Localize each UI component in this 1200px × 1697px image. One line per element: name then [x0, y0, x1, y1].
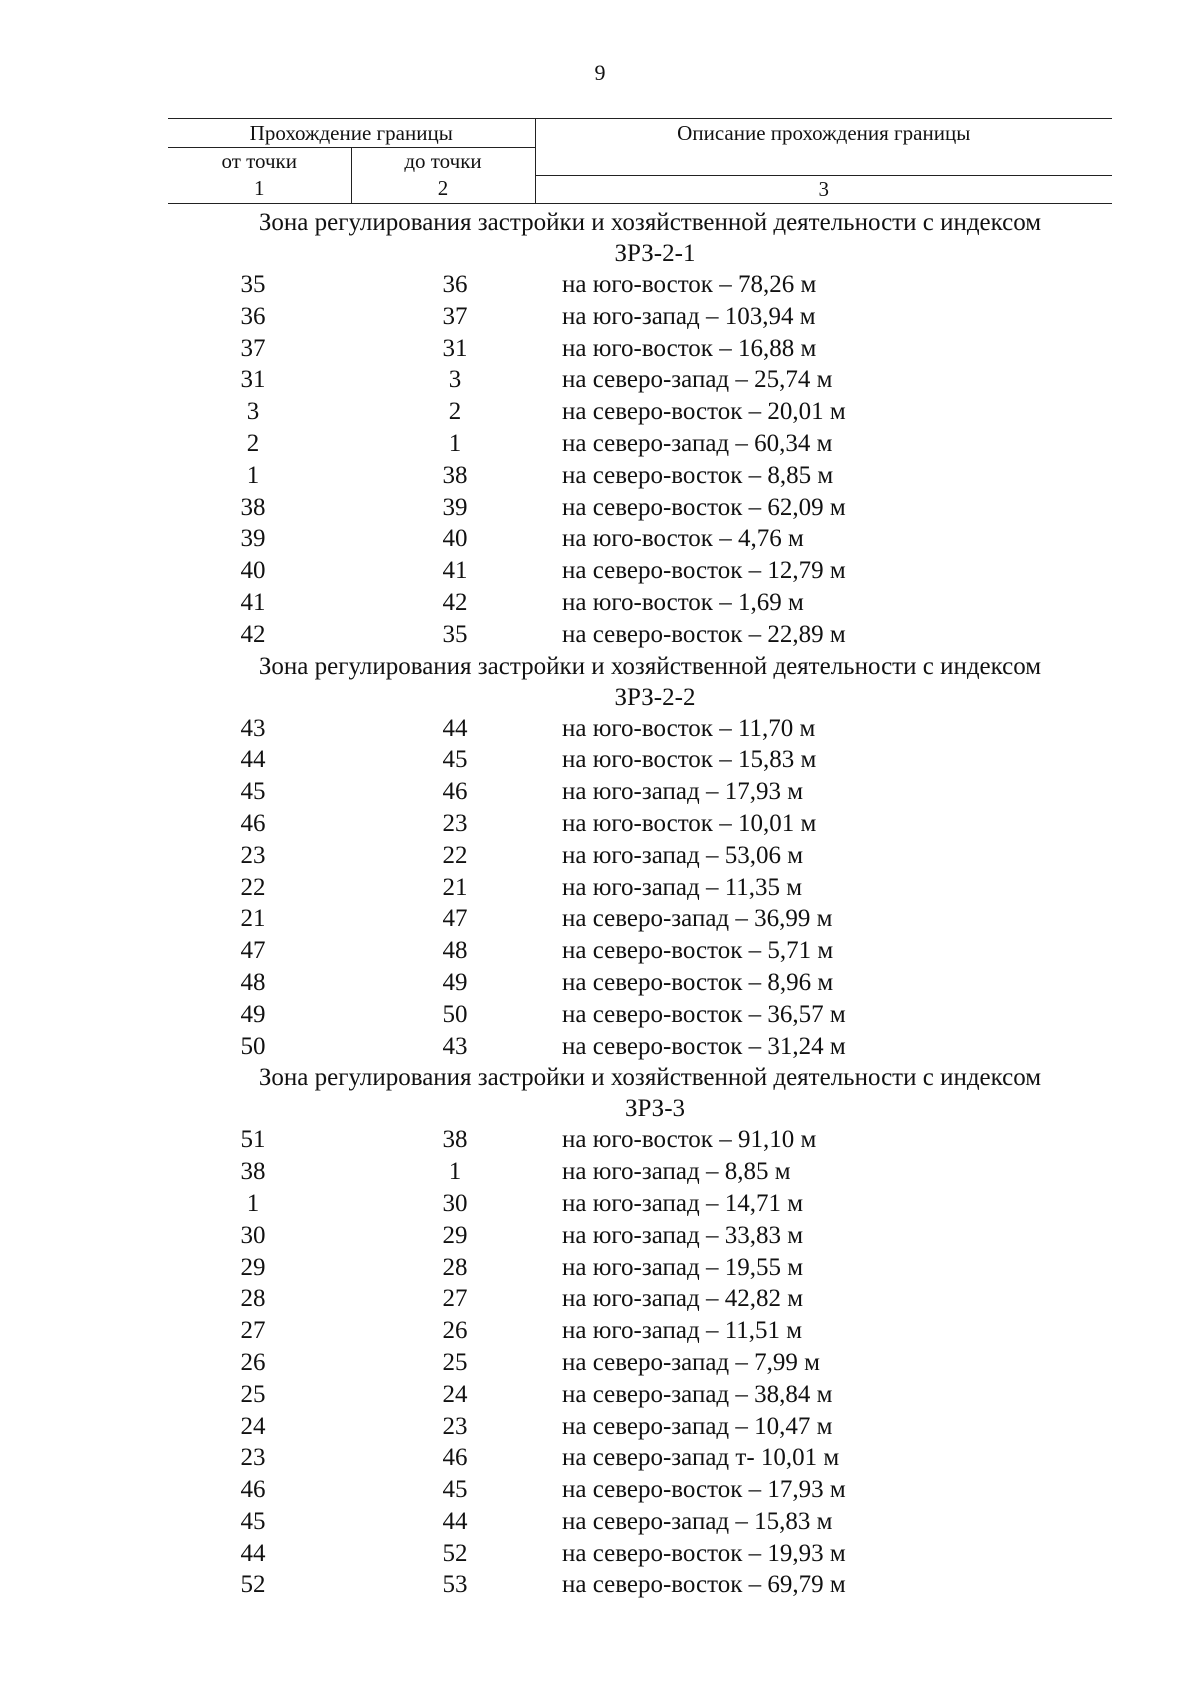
from-point-cell: 49	[240, 1000, 266, 1028]
description-cell: на северо-запад – 38,84 м	[562, 1380, 833, 1408]
to-point-cell: 45	[442, 746, 468, 774]
zone-heading: Зона регулирования застройки и хозяйственной деятельности с индексом	[258, 652, 1042, 680]
table-row	[168, 1283, 1112, 1315]
description-cell: на северо-восток – 62,09 м	[562, 493, 846, 521]
to-point-cell: 49	[442, 968, 468, 996]
zone-section	[168, 1062, 1112, 1601]
description-cell: на юго-запад – 53,06 м	[562, 841, 804, 869]
header-group-title: Прохождение границы	[168, 119, 535, 148]
table-header	[168, 118, 1112, 204]
to-point-cell: 3	[448, 366, 462, 394]
to-point-cell: 23	[442, 1412, 468, 1440]
description-cell: на северо-восток – 12,79 м	[562, 557, 846, 585]
table-row	[168, 967, 1112, 999]
from-point-cell: 3	[246, 398, 260, 426]
from-point-cell: 46	[240, 1476, 266, 1504]
table-row	[168, 428, 1112, 460]
description-cell: на юго-запад – 11,35 м	[562, 873, 803, 901]
table-row	[168, 269, 1112, 301]
to-point-cell: 2	[448, 398, 462, 426]
from-point-cell: 29	[240, 1253, 266, 1281]
table-row	[168, 744, 1112, 776]
description-cell: на юго-восток – 91,10 м	[562, 1126, 817, 1154]
from-point-cell: 50	[240, 1032, 266, 1060]
to-point-cell: 29	[442, 1221, 468, 1249]
header-description: Описание прохождения границы	[535, 119, 1112, 176]
table-row	[168, 1315, 1112, 1347]
table-row	[168, 1220, 1112, 1252]
description-cell: на северо-восток – 17,93 м	[562, 1476, 846, 1504]
table-row	[168, 1506, 1112, 1538]
to-point-cell: 46	[442, 778, 468, 806]
table-row	[168, 1538, 1112, 1570]
table-row	[168, 364, 1112, 396]
to-point-cell: 38	[442, 1126, 468, 1154]
from-point-cell: 31	[240, 366, 266, 394]
table-row	[168, 1156, 1112, 1188]
boundary-table-body	[168, 207, 1112, 1601]
to-point-cell: 45	[442, 1476, 468, 1504]
from-point-cell: 37	[240, 334, 266, 362]
description-cell: на юго-запад – 33,83 м	[562, 1221, 804, 1249]
description-cell: на северо-восток – 5,71 м	[562, 937, 834, 965]
to-point-cell: 35	[442, 620, 468, 648]
from-point-cell: 1	[246, 1189, 260, 1217]
table-row	[168, 776, 1112, 808]
from-point-cell: 24	[240, 1412, 266, 1440]
description-cell: на северо-восток – 22,89 м	[562, 620, 846, 648]
description-cell: на северо-запад – 7,99 м	[562, 1348, 820, 1376]
description-cell: на юго-запад – 8,85 м	[562, 1158, 791, 1186]
description-cell: на северо-восток – 31,24 м	[562, 1032, 846, 1060]
from-point-cell: 35	[240, 271, 266, 298]
table-row	[168, 1379, 1112, 1411]
table-row	[168, 396, 1112, 428]
from-point-cell: 21	[240, 905, 266, 933]
from-point-cell: 48	[240, 968, 266, 996]
table-row	[168, 587, 1112, 619]
zone-section	[168, 207, 1112, 651]
zone-section	[168, 651, 1112, 1063]
description-cell: на северо-восток – 19,93 м	[562, 1539, 846, 1567]
to-point-cell: 23	[442, 809, 468, 837]
table-row	[168, 492, 1112, 524]
zone-heading: Зона регулирования застройки и хозяйственной деятельности с индексом	[258, 1064, 1042, 1092]
description-cell: на юго-запад – 14,71 м	[562, 1189, 804, 1217]
to-point-cell: 36	[442, 271, 468, 298]
table-row	[168, 999, 1112, 1031]
description-cell: на юго-восток – 11,70 м	[562, 714, 816, 742]
from-point-cell: 46	[240, 809, 266, 837]
description-cell: на северо-запад т- 10,01 м	[562, 1444, 840, 1472]
table-row	[168, 1442, 1112, 1474]
from-point-cell: 28	[240, 1285, 266, 1313]
page-number: 9	[594, 60, 606, 85]
header-to-point: до точки	[351, 148, 535, 176]
table-row	[168, 555, 1112, 587]
table-row	[168, 1124, 1112, 1156]
description-cell: на северо-запад – 10,47 м	[562, 1412, 833, 1440]
from-point-cell: 2	[246, 429, 260, 457]
to-point-cell: 46	[442, 1444, 468, 1472]
zone-heading: Зона регулирования застройки и хозяйственной деятельности с индексом	[258, 209, 1042, 236]
from-point-cell: 23	[240, 1444, 266, 1472]
table-row	[168, 872, 1112, 904]
description-cell: на юго-запад – 42,82 м	[562, 1285, 804, 1313]
to-point-cell: 52	[442, 1539, 468, 1567]
description-cell: на юго-восток – 1,69 м	[562, 588, 804, 616]
table-row	[168, 840, 1112, 872]
table-row	[168, 1411, 1112, 1443]
description-cell: на юго-восток – 15,83 м	[562, 746, 817, 774]
to-point-cell: 42	[442, 588, 468, 616]
from-point-cell: 44	[240, 1539, 266, 1567]
zone-index: ЗРЗ-2-2	[614, 683, 696, 711]
to-point-cell: 43	[442, 1032, 468, 1060]
description-cell: на северо-восток – 8,85 м	[562, 461, 834, 489]
header-col-number-2: 2	[351, 175, 535, 203]
table-row	[168, 460, 1112, 492]
to-point-cell: 50	[442, 1000, 468, 1028]
to-point-cell: 1	[448, 1158, 462, 1186]
table-row	[168, 1474, 1112, 1506]
to-point-cell: 53	[442, 1571, 468, 1599]
header-col-number-1: 1	[168, 175, 351, 203]
description-cell: на северо-восток – 36,57 м	[562, 1000, 846, 1028]
to-point-cell: 31	[442, 334, 468, 362]
to-point-cell: 40	[442, 525, 468, 553]
to-point-cell: 30	[442, 1189, 468, 1217]
from-point-cell: 23	[240, 841, 266, 869]
from-point-cell: 39	[240, 525, 266, 553]
header-from-point: от точки	[221, 149, 297, 173]
from-point-cell: 36	[240, 302, 266, 330]
header-col-number-3: 3	[535, 175, 1112, 203]
from-point-cell: 27	[240, 1317, 266, 1345]
to-point-cell: 41	[442, 557, 468, 585]
description-cell: на северо-восток – 8,96 м	[562, 968, 834, 996]
to-point-cell: 1	[448, 429, 462, 457]
from-point-cell: 22	[240, 873, 266, 901]
description-cell: на юго-восток – 16,88 м	[562, 334, 817, 362]
description-cell: на юго-запад – 17,93 м	[562, 778, 804, 806]
description-cell: на северо-запад – 25,74 м	[562, 366, 833, 394]
table-row	[168, 333, 1112, 365]
from-point-cell: 41	[240, 588, 266, 616]
table-row	[168, 713, 1112, 745]
table-row	[168, 1031, 1112, 1063]
table-row	[168, 1188, 1112, 1220]
table-row	[168, 1252, 1112, 1284]
table-row	[168, 1347, 1112, 1379]
to-point-cell: 26	[442, 1317, 468, 1345]
to-point-cell: 28	[442, 1253, 468, 1281]
from-point-cell: 40	[240, 557, 266, 585]
description-cell: на северо-запад – 36,99 м	[562, 905, 833, 933]
description-cell: на северо-запад – 60,34 м	[562, 429, 833, 457]
from-point-cell: 51	[240, 1126, 266, 1154]
table-row	[168, 523, 1112, 555]
description-cell: на юго-восток – 78,26 м	[562, 271, 817, 298]
from-point-cell: 38	[240, 1158, 266, 1186]
to-point-cell: 22	[442, 841, 468, 869]
table-row	[168, 935, 1112, 967]
to-point-cell: 47	[442, 905, 468, 933]
from-point-cell: 47	[240, 937, 266, 965]
description-cell: на северо-восток – 20,01 м	[562, 398, 846, 426]
from-point-cell: 30	[240, 1221, 266, 1249]
description-cell: на северо-запад – 15,83 м	[562, 1507, 833, 1535]
from-point-cell: 25	[240, 1380, 266, 1408]
from-point-cell: 42	[240, 620, 266, 648]
description-cell: на северо-восток – 69,79 м	[562, 1571, 846, 1599]
from-point-cell: 45	[240, 778, 266, 806]
from-point-cell: 44	[240, 746, 266, 774]
table-row	[168, 301, 1112, 333]
from-point-cell: 43	[240, 714, 266, 742]
description-cell: на юго-восток – 10,01 м	[562, 809, 817, 837]
to-point-cell: 39	[442, 493, 468, 521]
from-point-cell: 1	[246, 461, 260, 489]
to-point-cell: 37	[442, 302, 468, 330]
table-row	[168, 903, 1112, 935]
to-point-cell: 27	[442, 1285, 468, 1313]
table-row	[168, 619, 1112, 651]
from-point-cell: 45	[240, 1507, 266, 1535]
table-row	[168, 808, 1112, 840]
to-point-cell: 44	[442, 714, 468, 742]
to-point-cell: 48	[442, 937, 468, 965]
to-point-cell: 38	[442, 461, 468, 489]
to-point-cell: 24	[442, 1380, 468, 1408]
zone-index: ЗРЗ-2-1	[614, 240, 696, 267]
description-cell: на юго-запад – 103,94 м	[562, 302, 816, 330]
to-point-cell: 21	[442, 873, 468, 901]
description-cell: на юго-запад – 11,51 м	[562, 1317, 803, 1345]
zone-index: ЗРЗ-3	[624, 1095, 686, 1123]
description-cell: на юго-восток – 4,76 м	[562, 525, 804, 553]
from-point-cell: 52	[240, 1571, 266, 1599]
description-cell: на юго-запад – 19,55 м	[562, 1253, 804, 1281]
table-row	[168, 1569, 1112, 1601]
from-point-cell: 26	[240, 1348, 266, 1376]
from-point-cell: 38	[240, 493, 266, 521]
to-point-cell: 44	[442, 1507, 468, 1535]
to-point-cell: 25	[442, 1348, 468, 1376]
